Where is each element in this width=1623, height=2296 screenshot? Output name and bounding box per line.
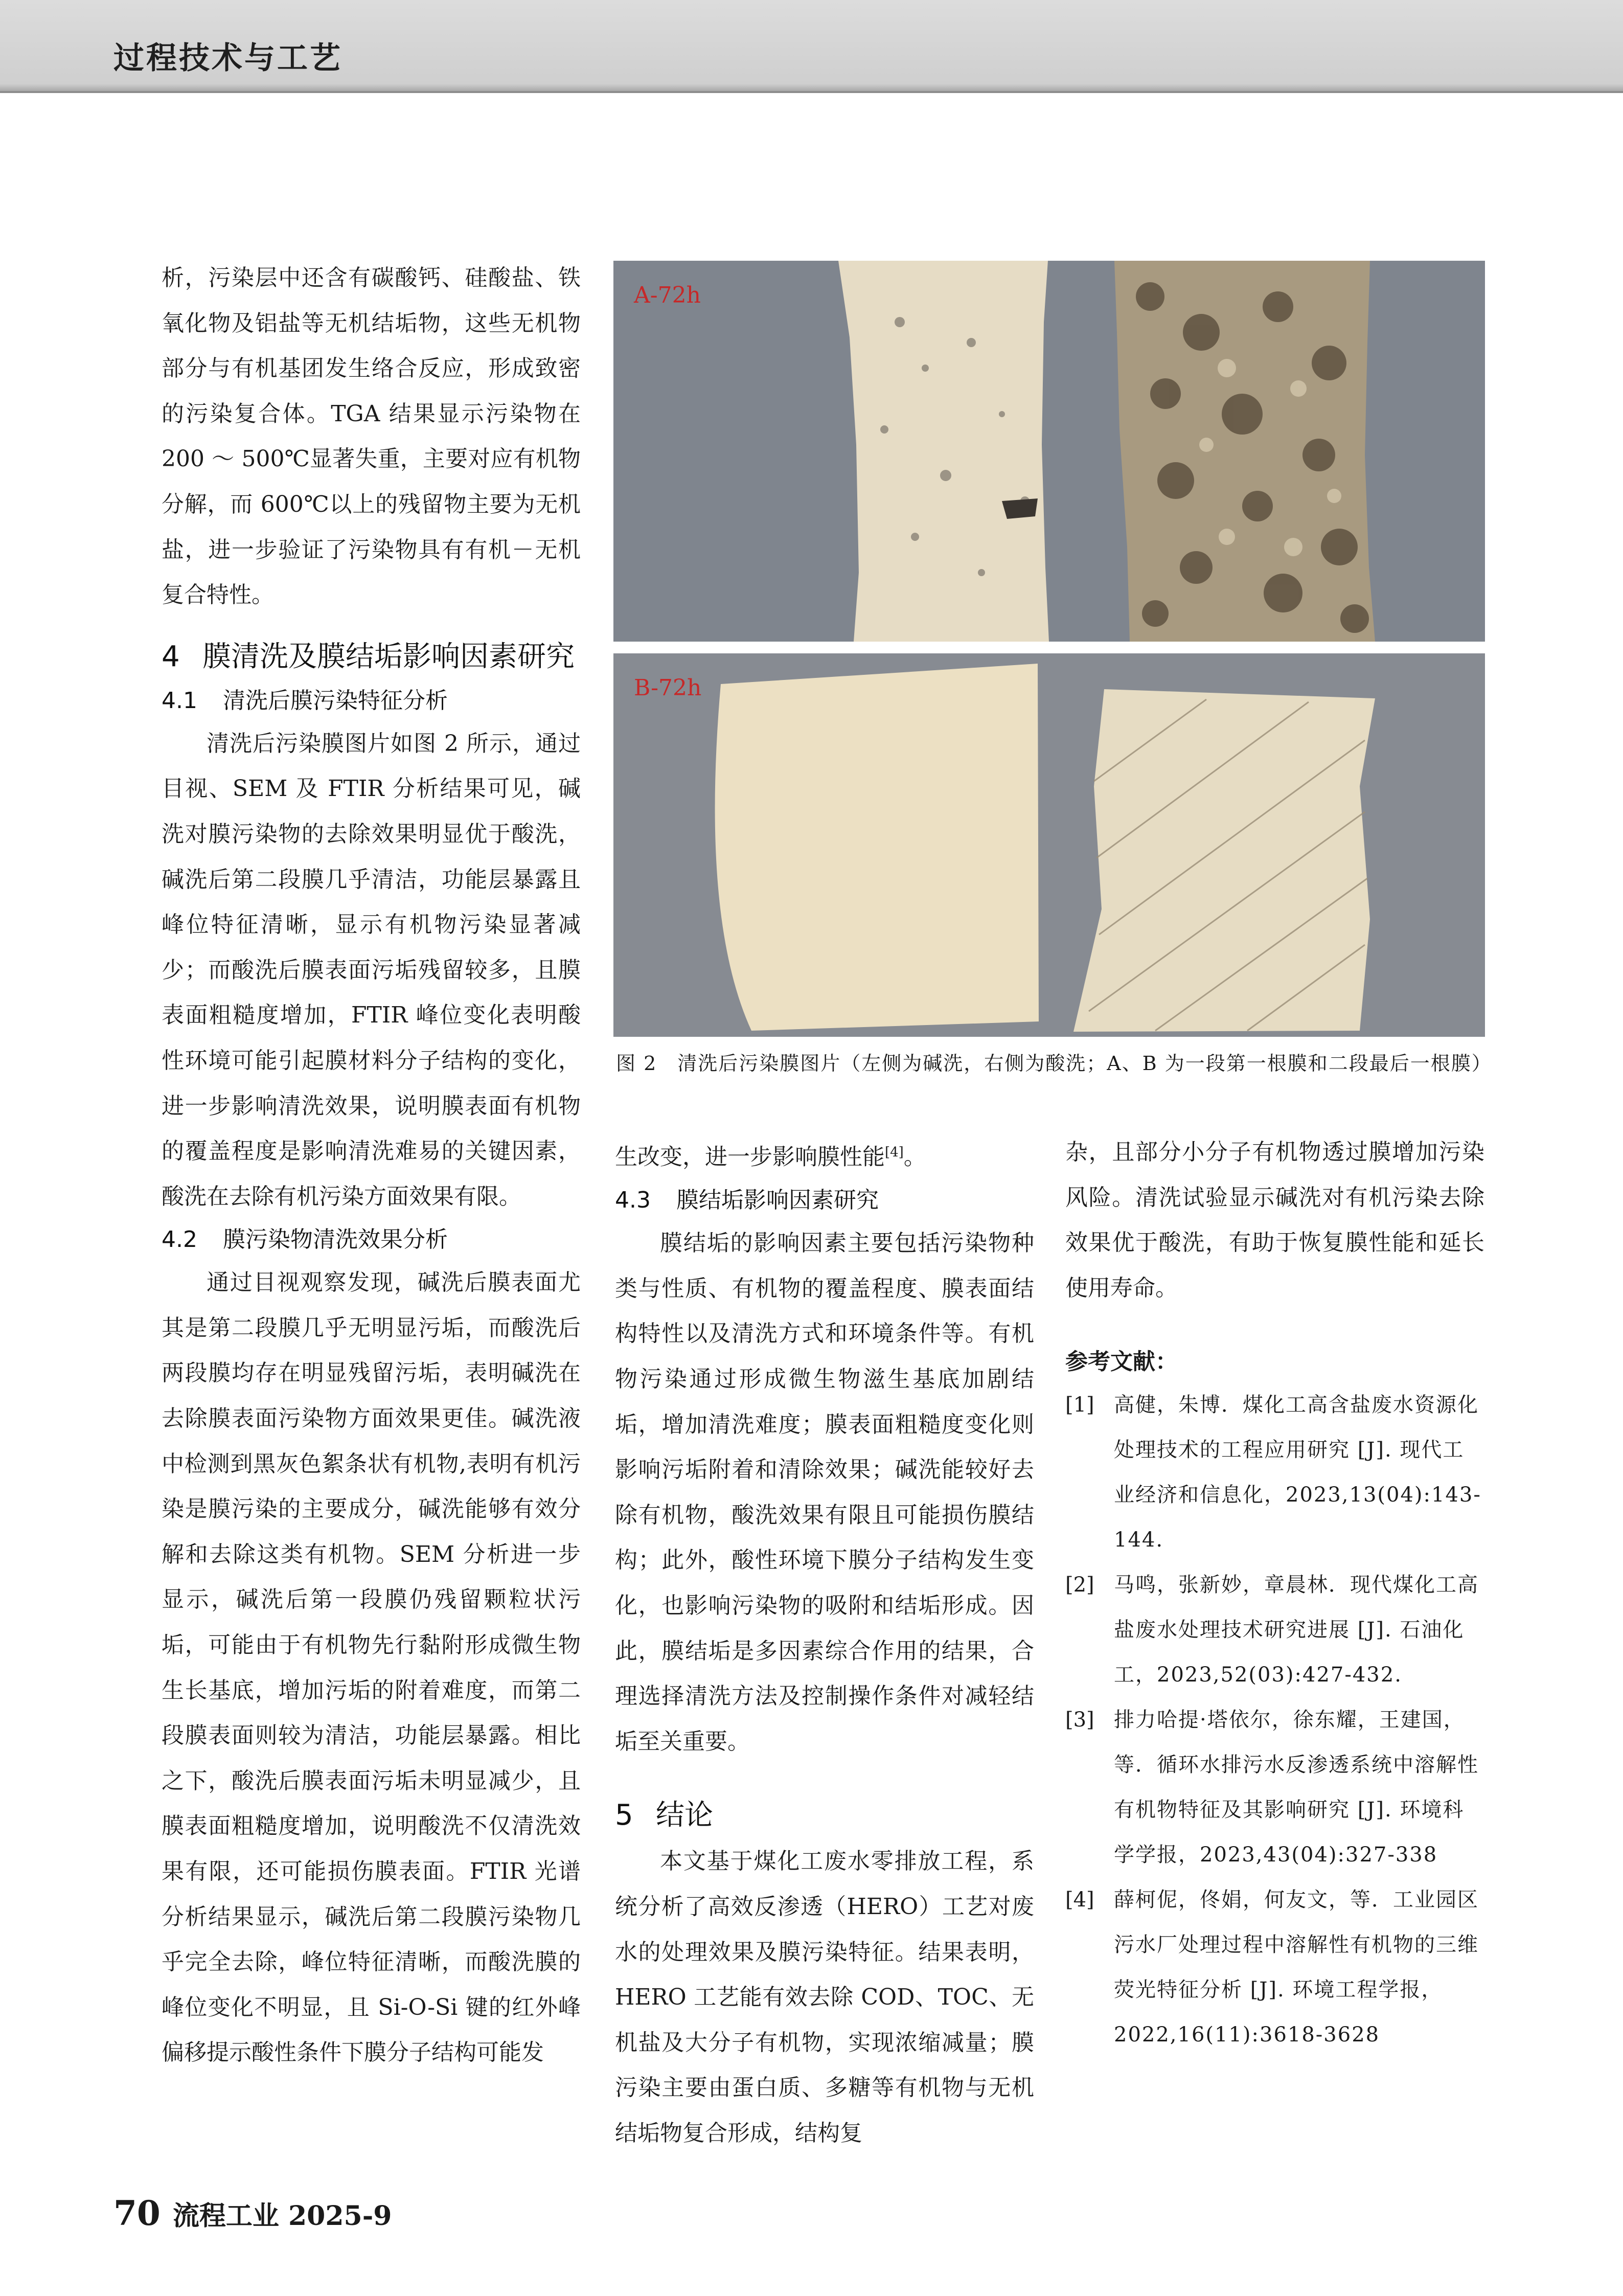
paragraph-5: 本文基于煤化工废水零排放工程，系统分析了高效反渗透（HERO）工艺对废水的处理效果及膜污染特征。结果表明，HERO 工艺能有效去除 COD、TOC、无机盐及大分子有机物，实现浓缩减量；膜污染主要由蛋白质、多糖等有机物与无机结垢物复合形成，结构复 [615,1848,1034,2146]
reference-text: 高健，朱博．煤化工高含盐废水资源化处理技术的工程应用研究 [J]. 现代工业经济和信息化，2023,13(04):143-144. [1114,1393,1481,1552]
right-column [1065,1130,1484,2057]
section-header-title: 过程技术与工艺 [113,40,342,76]
membrane-photo-b-illustration [613,653,1485,1037]
reference-item [1065,1382,1484,1562]
paragraph-4-3: 膜结垢的影响因素主要包括污染物种类与性质、有机物的覆盖程度、膜表面结构特性以及清洗方式和环境条件等。有机物污染通过形成微生物滋生基底加剧结垢，增加清洗难度；膜表面粗糙度变化则影响污垢附着和清除效果；碱洗能较好去除有机物，酸洗效果有限且可能损伤膜结构；此外，酸性环境下膜分子结构发生变化，也影响污染物的吸附和结垢形成。因此，膜结垢是多因素综合作用的结果，合理选择清洗方法及控制操作条件对减轻结垢至关重要。 [615,1230,1034,1755]
page-number: 70 [113,2193,161,2233]
header-band [0,0,1623,93]
section-5-number: 5 [615,1799,633,1832]
reference-item [1065,1697,1484,1877]
reference-text: 薛柯伲，佟娟，何友文，等．工业园区污水厂处理过程中溶解性有机物的三维荧光特征分析 [J]. 环境工程学报，2022,16(11):3618-3628 [1114,1888,1479,2047]
paragraph-conclusion-continuation: 杂，且部分小分子有机物透过膜增加污染风险。清洗试验显示碱洗对有机污染去除效果优于酸洗，有助于恢复膜性能和延长使用寿命。 [1065,1139,1484,1301]
section-5-heading [615,1795,1034,1836]
section-4-2-heading [162,1219,581,1260]
reference-text: 排力哈提·塔依尔，徐东耀，王建国，等．循环水排污水反渗透系统中溶解性有机物特征及其影响研究 [J]. 环境科学学报，2023,43(04):327-338 [1114,1708,1479,1867]
reference-text: 马鸣，张新妙，章晨林．现代煤化工高盐废水处理技术研究进展 [J]. 石油化工，2023,52(03):427-432. [1114,1573,1479,1687]
figure-photo-b [613,653,1485,1037]
paragraph-intro: 析，污染层中还含有碳酸钙、硅酸盐、铁氧化物及铝盐等无机结垢物，这些无机物部分与有机基团发生络合反应，形成致密的污染复合体。TGA 结果显示污染物在 200 ～ 500℃显著失重，主要对应有机物分解，而 600℃以上的残留物主要为无机盐，进一步验证了污染物具有有机－无机复合特性。 [162,265,581,608]
figure-label-a: A-72h [634,282,701,308]
section-4-2-number: 4.2 [162,1226,197,1253]
citation-4: [4] [885,1145,904,1160]
section-4-number: 4 [162,640,180,673]
section-5-title: 结论 [656,1799,713,1832]
section-4-title: 膜清洗及膜结垢影响因素研究 [202,640,575,673]
section-4-1-number: 4.1 [162,687,197,714]
left-column [162,256,581,2076]
reference-number: [2] [1065,1573,1094,1597]
page-footer [113,2193,392,2233]
section-4-heading [162,636,581,677]
figure-caption: 图 2 清洗后污染膜图片（左侧为碱洗，右侧为酸洗；A、B 为一段第一根膜和二段最后一根膜） [616,1052,1492,1075]
references-title: 参考文献： [1065,1349,1178,1375]
reference-item [1065,1877,1484,2057]
section-4-3-title: 膜结垢影响因素研究 [676,1187,879,1214]
section-4-3-heading [615,1180,1034,1221]
section-4-3-number: 4.3 [615,1187,651,1214]
reference-item [1065,1562,1484,1697]
paragraph-4-1: 清洗后污染膜图片如图 2 所示，通过目视、SEM 及 FTIR 分析结果可见，碱洗对膜污染物的去除效果明显优于酸洗，碱洗后第二段膜几乎清洁，功能层暴露且峰位特征清晰，显示有机物污染显著减少；而酸洗后膜表面污垢残留较多，且膜表面粗糙度增加，FTIR 峰位变化表明酸性环境可能引起膜材料分子结构的变化，进一步影响清洗效果，说明膜表面有机物的覆盖程度是影响清洗难易的关键因素，酸洗在去除有机污染方面效果有限。 [162,730,581,1210]
middle-column [615,1130,1034,2156]
section-4-1-heading [162,680,581,721]
continuation-end: 。 [903,1144,926,1170]
figure-photo-a [613,261,1485,642]
paragraph-4-2: 通过目视观察发现，碱洗后膜表面尤其是第二段膜几乎无明显污垢，而酸洗后两段膜均存在明显残留污垢，表明碱洗在去除膜表面污染物方面效果更佳。碱洗液中检测到黑灰色絮条状有机物,表明有机污染是膜污染的主要成分，碱洗能够有效分解和去除这类有机物。SEM 分析进一步显示，碱洗后第一段膜仍残留颗粒状污垢，可能由于有机物先行黏附形成微生物生长基底，增加污垢的附着难度，而第二段膜表面则较为清洁，功能层暴露。相比之下，酸洗后膜表面污垢未明显减少，且膜表面粗糙度增加，说明酸洗不仅清洗效果有限，还可能损伤膜表面。FTIR 光谱分析结果显示，碱洗后第二段膜污染物几乎完全去除，峰位特征清晰，而酸洗膜的峰位变化不明显，且 Si-O-Si 键的红外峰偏移提示酸性条件下膜分子结构可能发 [162,1269,581,2066]
reference-number: [3] [1065,1708,1094,1732]
continuation-text: 生改变，进一步影响膜性能 [615,1144,885,1170]
paragraph-continuation [615,1130,1034,1180]
figure-label-b: B-72h [634,675,702,701]
reference-number: [4] [1065,1888,1094,1912]
journal-issue: 流程工业 2025-9 [172,2200,392,2232]
section-4-1-title: 清洗后膜污染特征分析 [223,687,448,714]
reference-number: [1] [1065,1393,1094,1417]
section-4-2-title: 膜污染物清洗效果分析 [223,1226,448,1253]
membrane-photo-a-illustration [613,261,1485,642]
